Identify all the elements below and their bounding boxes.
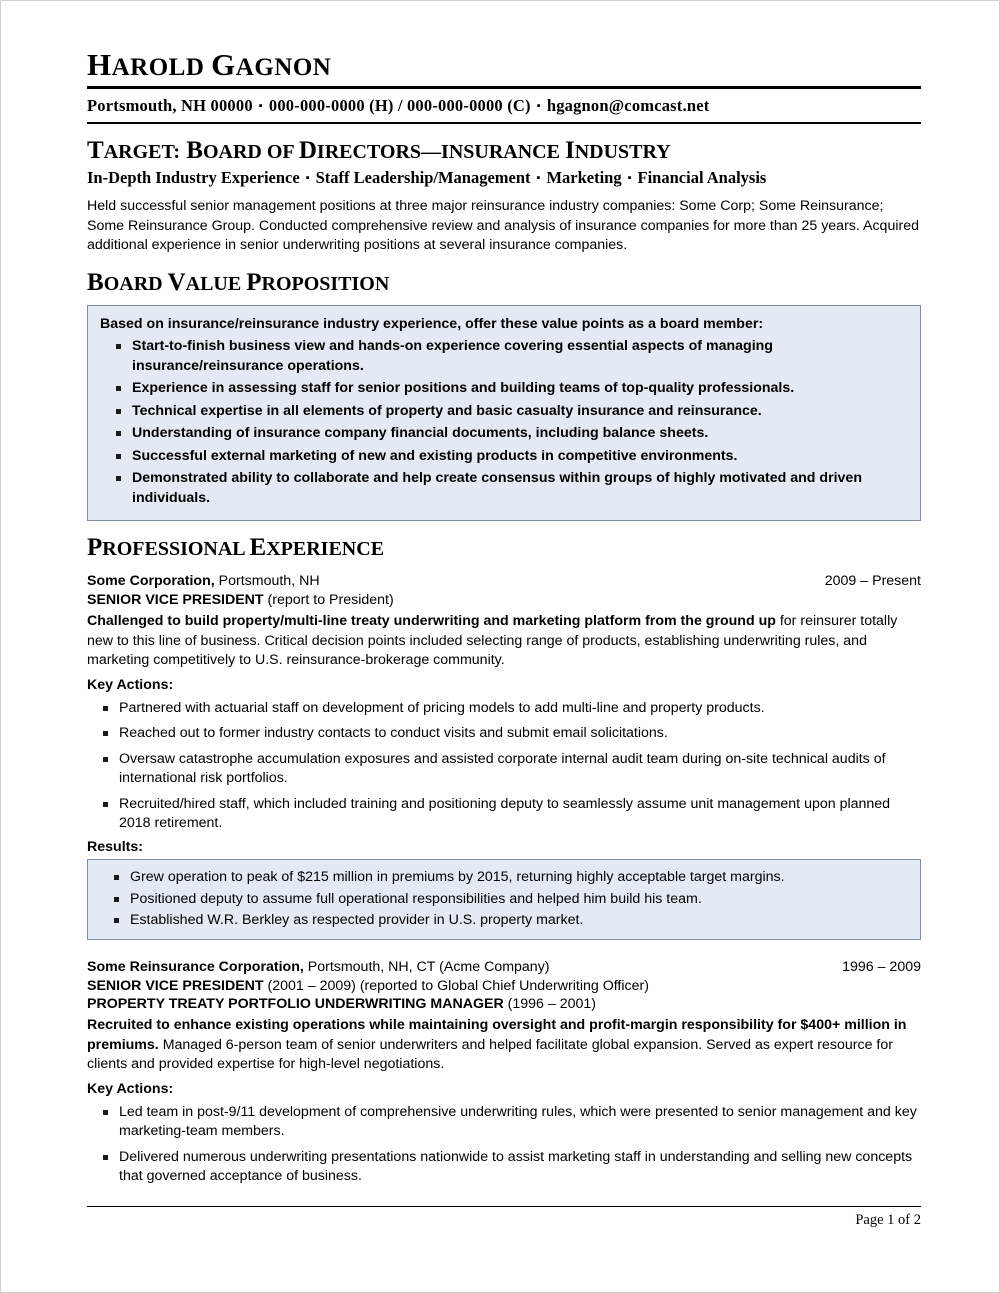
results-label: Results: [87, 839, 143, 856]
job-title2-text: PROPERTY TREATY PORTFOLIO UNDERWRITING MANAGER [87, 996, 504, 1013]
job-description-lead: Challenged to build property/multi-line treaty underwriting and marketing platform from the ground up [87, 612, 776, 629]
job-header [87, 958, 921, 977]
list-item: Led team in post-9/11 development of comprehensive underwriting rules, which were presented to senior management and key marketing-team members. [87, 1103, 921, 1142]
bullet-separator-icon: ▪ [536, 172, 541, 185]
list-item: Demonstrated ability to collaborate and help create consensus within groups of highly motivated and driven individuals. [100, 469, 908, 508]
list-item: Positioned deputy to assume full operational responsibilities and helped him build his team. [98, 890, 910, 909]
job-description-rest: Managed 6-person team of senior underwriters and helped facilitate global expansion. Served as expert resource for clients and provided expertise for high-level negotiations. [87, 1036, 893, 1073]
specialty-4: Financial Analysis [637, 168, 767, 188]
value-proposition-heading: BOARD VALUE PROPOSITION [87, 268, 390, 296]
job-dates: 1996 – 2009 [842, 958, 921, 975]
list-item: Partnered with actuarial staff on development of pricing models to add multi-line and property products. [87, 699, 921, 718]
key-actions-list [87, 1103, 921, 1187]
job-employer: Some Corporation, [87, 573, 215, 590]
bullet-separator-icon: ▪ [305, 172, 310, 185]
header-rule-bottom [87, 122, 921, 124]
job-title-note: (2001 – 2009) (reported to Global Chief Underwriting Officer) [263, 977, 649, 994]
results-list [98, 868, 910, 930]
key-actions-label: Key Actions: [87, 676, 174, 693]
list-item: Understanding of insurance company financial documents, including balance sheets. [100, 424, 908, 443]
bullet-separator-icon: ▪ [258, 99, 263, 112]
results-box [87, 859, 921, 939]
job-employer: Some Reinsurance Corporation, [87, 958, 304, 975]
contact-phones: 000-000-0000 (H) / 000-000-0000 (C) [268, 95, 531, 115]
list-item: Delivered numerous underwriting presentations nationwide to assist marketing staff in understanding and selling new concepts that governed acceptance of business. [87, 1148, 921, 1187]
contact-line [87, 89, 921, 116]
job-title-text: SENIOR VICE PRESIDENT [87, 592, 264, 609]
target-heading: TARGET: BOARD OF DIRECTORS—INSURANCE INDUSTRY [87, 136, 671, 164]
job-entry [87, 958, 921, 1187]
bullet-separator-icon: ▪ [627, 172, 632, 185]
specialty-3: Marketing [546, 168, 622, 188]
job-description [87, 1016, 921, 1075]
list-item: Established W.R. Berkley as respected provider in U.S. property market. [98, 911, 910, 930]
list-item: Technical expertise in all elements of property and basic casualty insurance and reinsurance. [100, 402, 908, 421]
specialty-1: In-Depth Industry Experience [87, 168, 300, 188]
job-dates: 2009 – Present [824, 573, 921, 590]
page-number: Page 1 of 2 [855, 1212, 921, 1228]
experience-heading: PROFESSIONAL EXPERIENCE [87, 533, 385, 561]
job-title-secondary [87, 995, 921, 1014]
contact-location: Portsmouth, NH 00000 [87, 95, 253, 115]
job-description-rest: for reinsurer totally new to this line of business. Critical decision points included selecting range of products, establishing underwriting rules, and marketing competitively to U.S. reinsurance-brokerage community. [87, 612, 898, 669]
list-item: Experience in assessing staff for senior positions and building teams of top-quality professionals. [100, 379, 908, 398]
key-actions-label: Key Actions: [87, 1080, 174, 1097]
list-item: Successful external marketing of new and existing products in competitive environments. [100, 447, 908, 466]
value-proposition-intro: Based on insurance/reinsurance industry experience, offer these value points as a board member: [100, 316, 764, 333]
job-description-lead: Recruited to enhance existing operations while maintaining oversight and profit-margin responsibility for $400+ million in premiums. [87, 1016, 907, 1053]
job-title [87, 977, 921, 996]
list-item: Oversaw catastrophe accumulation exposures and assisted corporate internal audit team during on-site technical audits of international risk portfolios. [87, 750, 921, 789]
job-description [87, 612, 921, 671]
value-proposition-box [87, 305, 921, 521]
candidate-name: HAROLD GAGNON [87, 47, 332, 82]
bullet-separator-icon: ▪ [536, 99, 541, 112]
resume-body [87, 49, 921, 1187]
job-location: Portsmouth, NH, CT (Acme Company) [303, 958, 550, 975]
job-title-note: (report to President) [263, 592, 394, 609]
page-footer [87, 1206, 921, 1229]
job-header [87, 572, 921, 591]
job-title2-note: (1996 – 2001) [503, 996, 597, 1013]
target-specialties [87, 168, 921, 188]
job-location: Portsmouth, NH [214, 573, 320, 590]
job-entry [87, 572, 921, 939]
list-item: Reached out to former industry contacts to conduct visits and submit email solicitations. [87, 724, 921, 743]
target-summary: Held successful senior management positions at three major reinsurance industry companies: Some Corp; Some Reinsurance; Some Reinsurance Group. Conducted comprehensive review and analysis of insurance companies for more than 25 years. Acquired additional experience in senior underwriting positions at several insurance companies. [87, 198, 919, 254]
list-item: Start-to-finish business view and hands-on experience covering essential aspects of managing insurance/reinsurance operations. [100, 337, 908, 376]
value-proposition-list [100, 337, 908, 508]
list-item: Recruited/hired staff, which included training and positioning deputy to seamlessly assume unit management upon planned 2018 retirement. [87, 795, 921, 834]
specialty-2: Staff Leadership/Management [315, 168, 531, 188]
contact-email: hgagnon@comcast.net [546, 95, 710, 115]
job-title-text: SENIOR VICE PRESIDENT [87, 977, 264, 994]
key-actions-list [87, 699, 921, 834]
job-title [87, 591, 921, 610]
list-item: Grew operation to peak of $215 million in premiums by 2015, returning highly acceptable target margins. [98, 868, 910, 887]
